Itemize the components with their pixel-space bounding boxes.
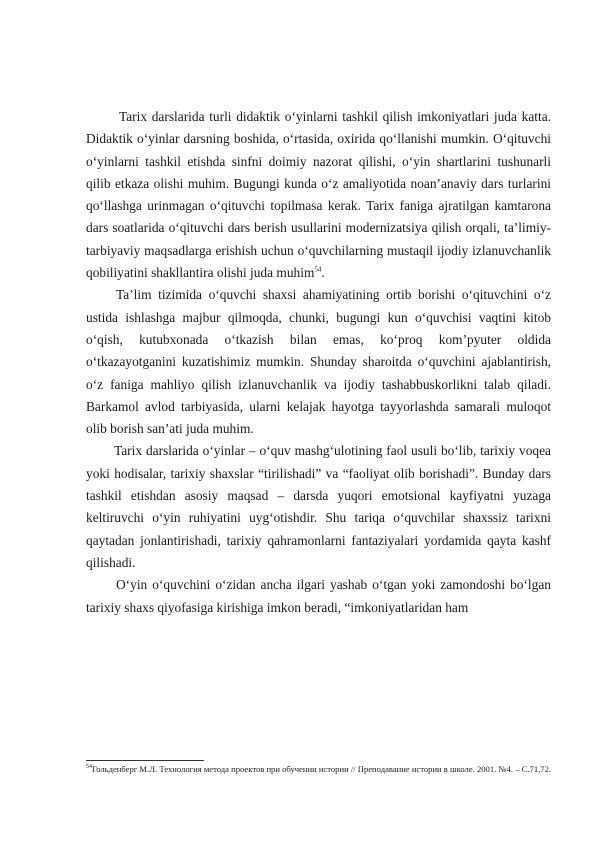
paragraph-4: O‘yin o‘quvchini o‘zidan ancha ilgari yashab o‘tgan yoki zamondoshi bo‘lgan tarixiy shaxs qiyofasiga kirishiga imkon beradi, “imkoniyatlaridan ham (86, 577, 551, 615)
footnote-number: 54 (86, 764, 92, 771)
paragraph-1 (86, 106, 551, 284)
footnote-reference[interactable]: 54 (314, 265, 322, 274)
document-body (86, 106, 551, 619)
paragraph-3: Tarix darslarida o‘yinlar – o‘quv mashg‘ulotining faol usuli bo‘lib, tarixiy voqea yoki hodisalar, tarixiy shaxslar “tirilishadi” va “faoliyat olib borishadi”. Bunday dars tashkil etishdan asosiy maqsad – darsda yuqori emotsional kayfiyatni yuzaga keltiruvchi o‘yin ruhiyatini uyg‘otishdir. Shu tariqa o‘quvchilar shaxssiz tarixni qaytadan jonlantirishadi, tarixiy qahramonlarni fantaziyalari yordamida qayta kashf qilishadi. (86, 443, 551, 570)
footnote-divider (86, 760, 204, 761)
footnote-text: Гольденберг М.Л. Технология метода проектов при обучении истории // Преподавание истории в школе. 2001. №4. – С.71,72. (92, 764, 552, 774)
footnote (86, 763, 554, 775)
paragraph-2: Ta’lim tizimida o‘quvchi shaxsi ahamiyatining ortib borishi o‘qituvchini o‘z ustida ishlashga majbur qilmoqda, chunki, bugungi kun o‘quvchisi vaqtini kitob o‘qish, kutubxonada o‘tkazish bilan emas, ko‘proq kom’pyuter oldida o‘tkazayotganini kuzatishimiz mumkin. Shunday sharoitda o‘quvchini ajablantirish, o‘z faniga mahliyo qilish izlanuvchanlik va ijodiy tashabbuskorlikni talab qiladi. Barkamol avlod tarbiyasida, ularni kelajak hayotga tayyorlashda samarali muloqot olib borish san’ati juda muhim. (86, 287, 551, 437)
paragraph-1-text: Tarix darslarida turli didaktik o‘yinlarni tashkil qilish imkoniyatlari juda katta. Didaktik o‘yinlar darsning boshida, o‘rtasida, oxirida qo‘llanishi mumkin. O‘qituvchi o‘yinlarni tashkil etishda sinfni doimiy nazorat qilishi, o‘yin shartlarini tushunarli qilib etkaza olishi muhim. Bugungi kunda o‘z amaliyotida noan’anaviy dars turlarini qo‘llashga urinmagan o‘qituvchi topilmasa kerak. Tarix faniga ajratilgan kamtarona dars soatlarida o‘qituvchi dars berish usullarini modernizatsiya qilish orqali, ta’limiy-tarbiyaviy maqsadlarga erishish uchun o‘quvchilarning mustaqil ijodiy izlanuvchanlik qobiliyatini shakllantira olishi juda muhim (86, 109, 551, 281)
paragraph-1-end: . (321, 265, 325, 281)
